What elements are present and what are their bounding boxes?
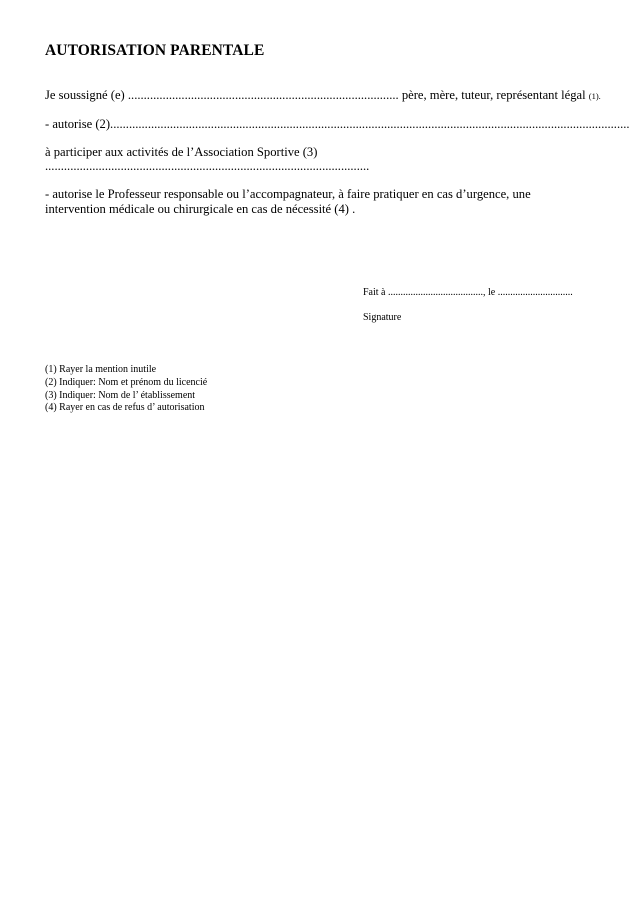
licensee-name-blank[interactable]: ..................................................................................................................................................................... <box>110 117 630 131</box>
footnote-1: (1) Rayer la mention inutile <box>45 364 157 375</box>
authorize-label: - autorise (2) <box>45 117 111 131</box>
association-line: à participer aux activités de l’Association Sportive (3) <box>45 145 318 159</box>
establishment-name-blank[interactable]: ....................................................................................................... <box>45 159 370 173</box>
place-date-line <box>363 287 573 298</box>
footnotes <box>45 364 207 415</box>
footnote-4: (4) Rayer en cas de refus d’ autorisation <box>45 402 205 414</box>
place-label: Fait à <box>363 287 388 298</box>
signature-label: Signature <box>363 312 402 323</box>
declarant-line <box>45 88 601 104</box>
declarant-note-ref: (1). <box>588 91 601 101</box>
footnote-3: (3) Indiquer: Nom de l’ établissement <box>45 389 196 401</box>
date-label: , le <box>483 287 498 298</box>
declarant-role-text: père, mère, tuteur, représentant légal <box>398 88 589 102</box>
declarant-label: Je soussigné (e) <box>45 88 128 102</box>
authorize-line <box>45 117 630 132</box>
footnote-2: (2) Indiquer: Nom et prénom du licencié <box>45 376 208 388</box>
medical-authorization-paragraph: - autorise le Professeur responsable ou l’accompagnateur, à faire pratiquer en cas d’urgence, une intervention médicale ou chirurgicale en cas de nécessité (4) . <box>45 187 531 216</box>
date-blank[interactable]: .............................. <box>497 287 573 298</box>
place-blank[interactable]: ...................................... <box>388 287 483 298</box>
declarant-name-blank[interactable]: ...................................................................................... <box>127 88 399 102</box>
document-title: AUTORISATION PARENTALE <box>45 42 265 59</box>
